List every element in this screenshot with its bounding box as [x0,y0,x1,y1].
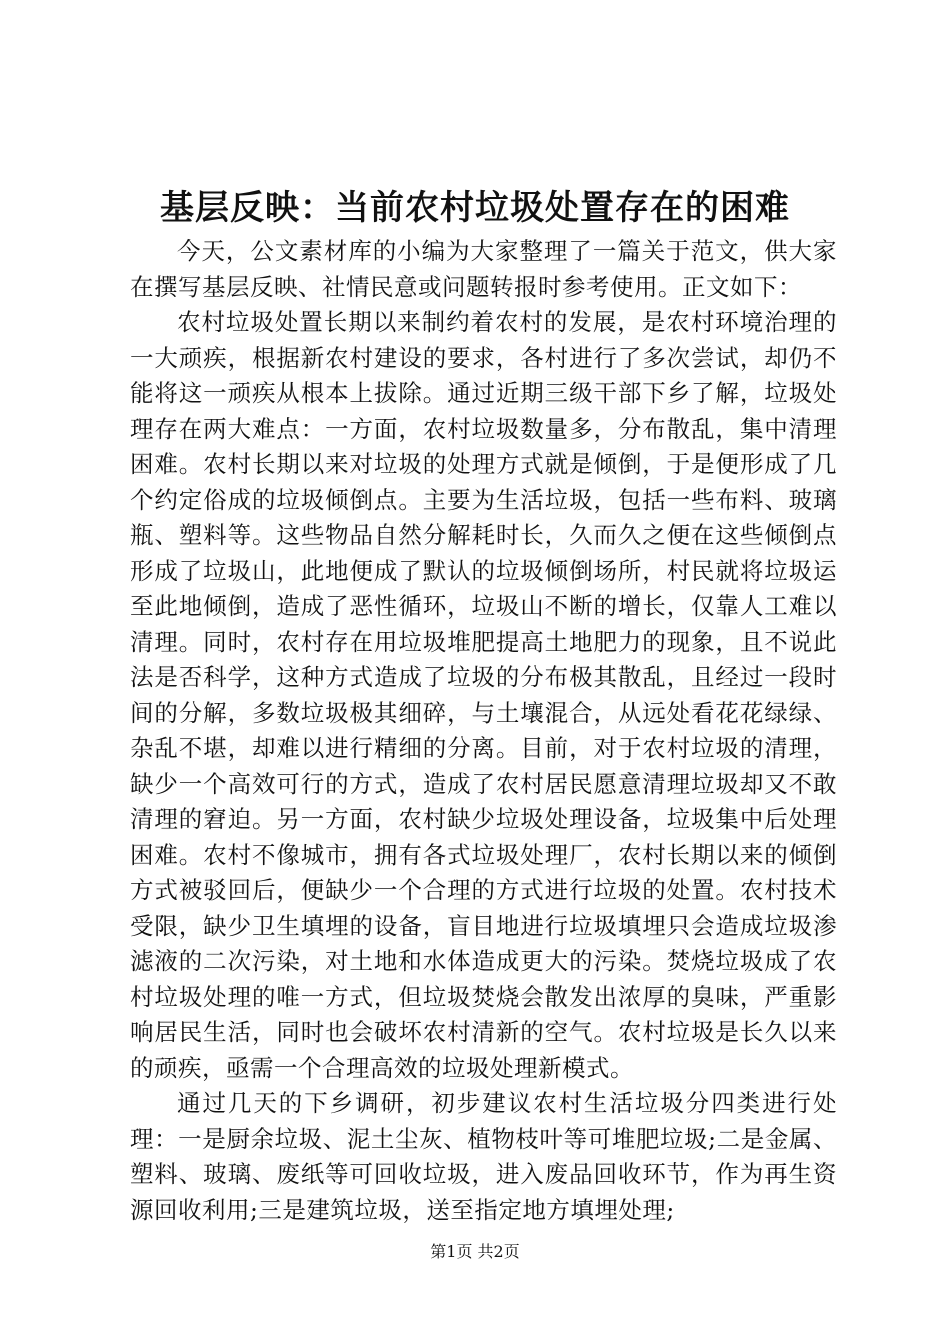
paragraph-intro: 今天，公文素材库的小编为大家整理了一篇关于范文，供大家在撰写基层反映、社情民意或问题转报时参考使用。正文如下： [130,237,837,301]
document-body [130,234,837,1228]
page-number: 第1页 共2页 [430,1242,520,1261]
paragraph-problems: 农村垃圾处置长期以来制约着农村的发展，是农村环境治理的一大顽疾，根据新农村建设的要求，各村进行了多次尝试，却仍不能将这一顽疾从根本上拔除。通过近期三级干部下乡了解，垃圾处理存在两大难点：一方面，农村垃圾数量多，分布散乱，集中清理困难。农村长期以来对垃圾的处理方式就是倾倒，于是便形成了几个约定俗成的垃圾倾倒点。主要为生活垃圾，包括一些布料、玻璃瓶、塑料等。这些物品自然分解耗时长，久而久之便在这些倾倒点形成了垃圾山，此地便成了默认的垃圾倾倒场所，村民就将垃圾运至此地倾倒，造成了恶性循环，垃圾山不断的增长，仅靠人工难以清理。同时，农村存在用垃圾堆肥提高土地肥力的现象，且不说此法是否科学，这种方式造成了垃圾的分布极其散乱，且经过一段时间的分解，多数垃圾极其细碎，与土壤混合，从远处看花花绿绿、杂乱不堪，却难以进行精细的分离。目前，对于农村垃圾的清理，缺少一个高效可行的方式，造成了农村居民愿意清理垃圾却又不敢清理的窘迫。另一方面，农村缺少垃圾处理设备，垃圾集中后处理困难。农村不像城市，拥有各式垃圾处理厂，农村长期以来的倾倒方式被驳回后，便缺少一个合理的方式进行垃圾的处置。农村技术受限，缺少卫生填埋的设备，盲目地进行垃圾填埋只会造成垃圾渗滤液的二次污染，对土地和水体造成更大的污染。焚烧垃圾成了农村垃圾处理的唯一方式，但垃圾焚烧会散发出浓厚的臭味，严重影响居民生活，同时也会破坏农村清新的空气。农村垃圾是长久以来的顽疾，亟需一个合理高效的垃圾处理新模式。 [130,308,837,1082]
paragraph-suggestions: 通过几天的下乡调研，初步建议农村生活垃圾分四类进行处理：一是厨余垃圾、泥土尘灰、植物枝叶等可堆肥垃圾;二是金属、塑料、玻璃、废纸等可回收垃圾，进入废品回收环节，作为再生资源回收利用;三是建筑垃圾，送至指定地方填埋处理; [130,1089,837,1224]
page-title: 基层反映：当前农村垃圾处置存在的困难 [160,188,790,228]
